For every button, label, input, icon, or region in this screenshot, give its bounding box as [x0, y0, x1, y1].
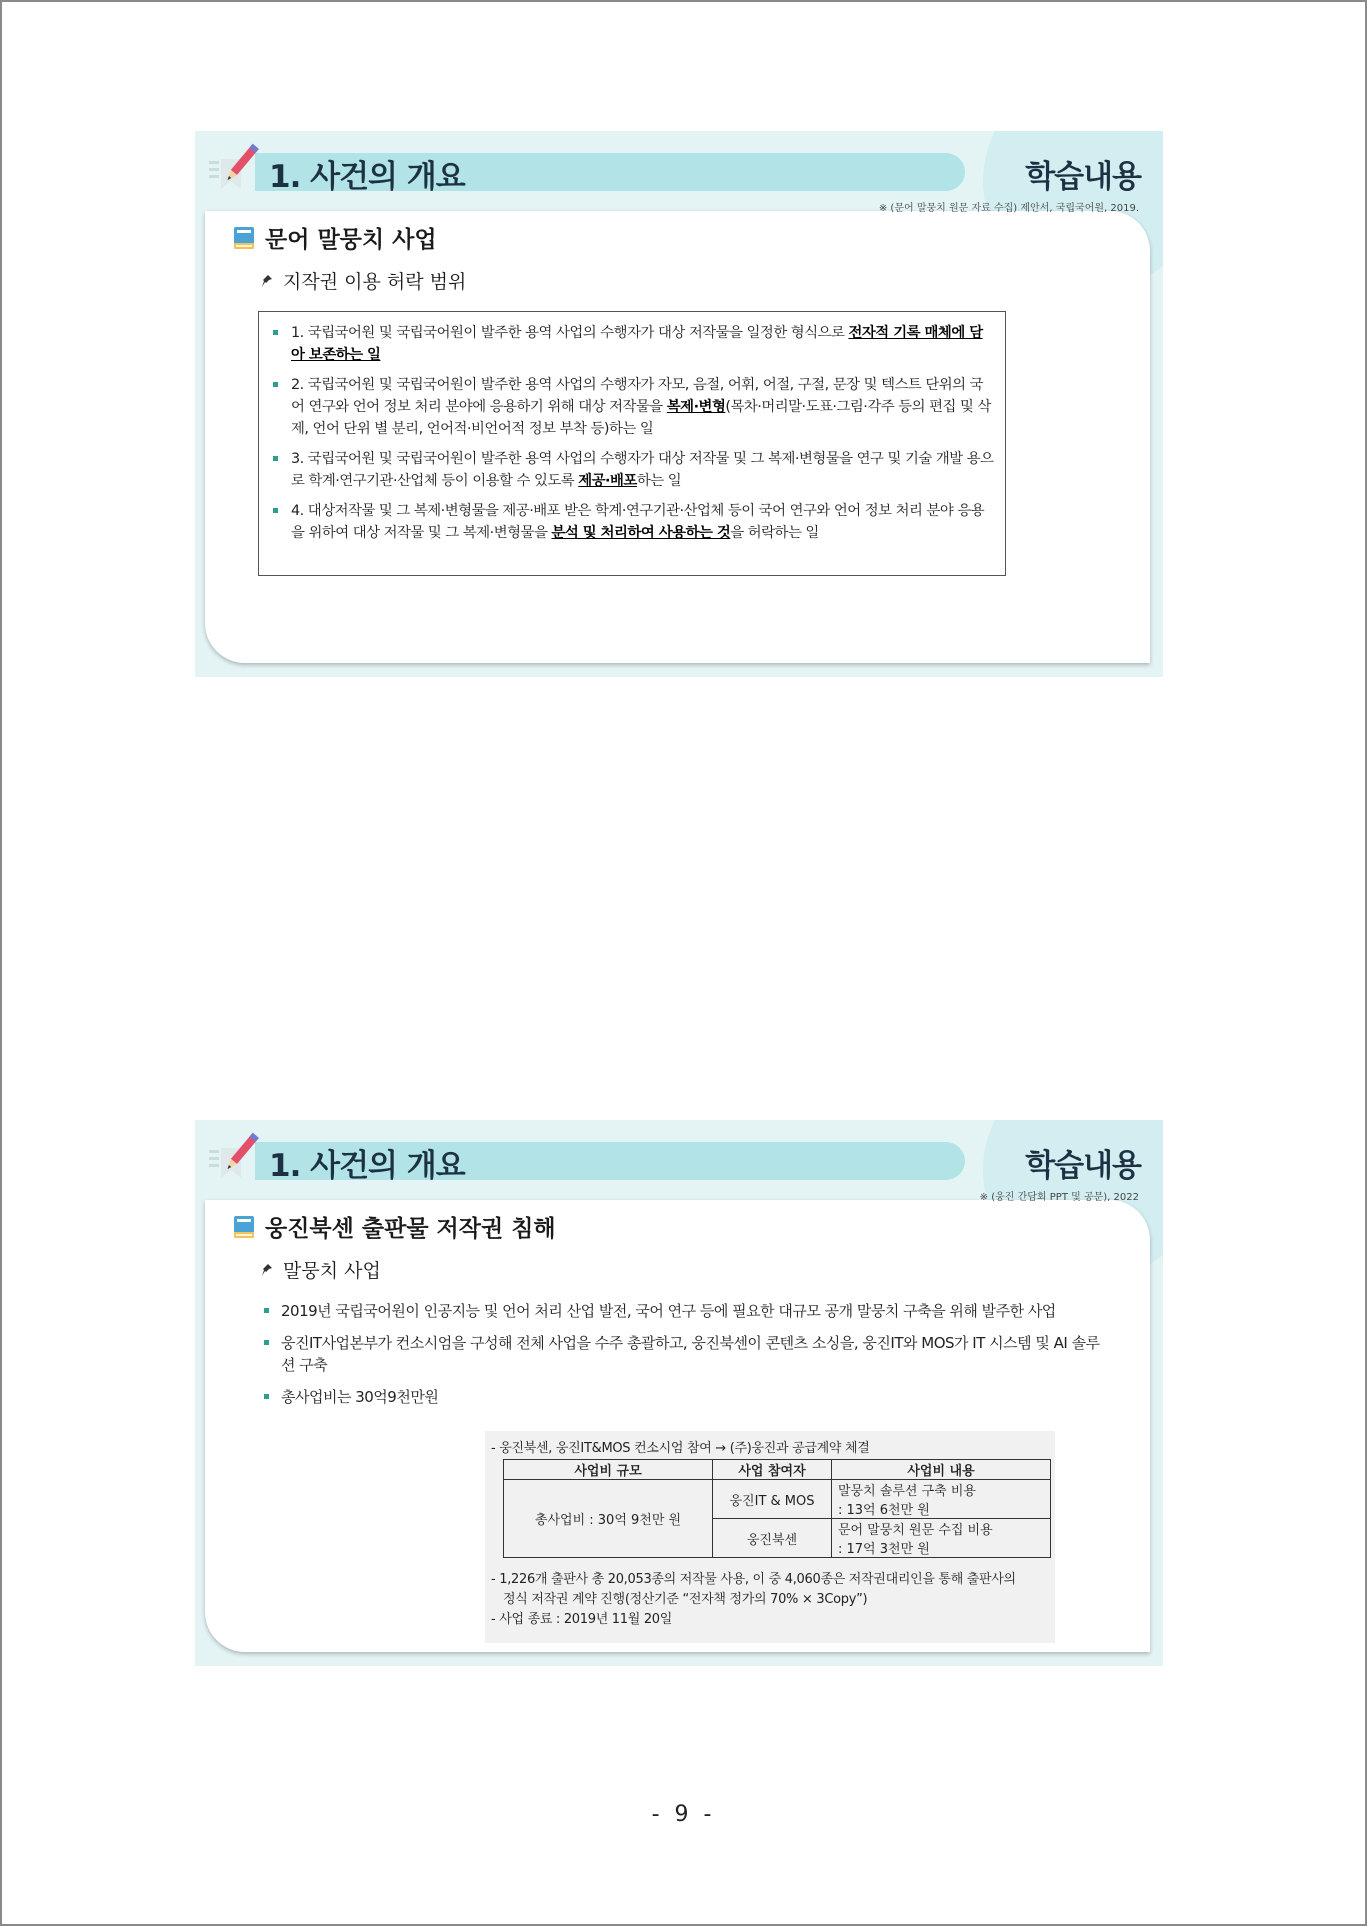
bullet-square-icon: [273, 330, 278, 335]
bullet-square-icon: [264, 1340, 269, 1345]
table-row: [504, 1480, 1051, 1519]
section-heading: [231, 1210, 556, 1243]
list-item: 2019년 국립국어원이 인공지능 및 언어 처리 산업 발전, 국어 연구 등에 필요한 대규모 공개 말뭉치 구축을 위해 발주한 사업: [261, 1300, 1101, 1322]
list-item: 1. 국립국어원 및 국립국어원이 발주한 용역 사업의 수행자가 대상 저작물을 일정한 형식으로 전자적 기록 매체에 담아 보존하는 일: [269, 322, 995, 366]
pencil-icon: [223, 139, 259, 189]
sub-heading: [261, 267, 466, 294]
book-icon: [231, 1214, 257, 1240]
pin-icon: [261, 1263, 273, 1277]
sub-heading-text: 말뭉치 사업: [283, 1260, 381, 1282]
bullet-square-icon: [273, 456, 278, 461]
bullet-square-icon: [273, 508, 278, 513]
source-note: ※ (문어 말뭉치 원문 자료 수집) 제안서, 국립국어원, 2019.: [878, 203, 1139, 214]
bullet-square-icon: [264, 1308, 269, 1313]
heading-text: 문어 말뭉치 사업: [265, 227, 437, 253]
participant-cell: 웅진IT & MOS: [713, 1480, 832, 1519]
content-cell: 말뭉치 솔루션 구축 비용 : 13억 6천만 원: [832, 1480, 1051, 1519]
pencil-icon: [223, 1128, 259, 1178]
section-heading: [231, 221, 437, 254]
list-item: 2. 국립국어원 및 국립국어원이 발주한 용역 사업의 수행자가 자모, 음절, 어휘, 어절, 구절, 문장 및 텍스트 단위의 국어 연구와 언어 정보 처리 분야에 응용하기 위해 대상 저작물을 복제·변형(목차·머리말·도표·그림·각주 등의 편집 및 삭제, 언어 단위 별 분리, 언어적·비언어적 정보 부착 등)하는 일: [269, 374, 995, 440]
note-line: 정식 저작권 계약 진행(정산기준 “전자책 정가의 70% × 3Copy”): [503, 1592, 868, 1607]
section-label: 학습내용: [1025, 1148, 1141, 1184]
slide-2: [195, 1120, 1163, 1666]
table-header-row: [504, 1460, 1051, 1480]
sub-heading-text: 지작권 이용 허락 범위: [283, 271, 467, 293]
slide-1: [195, 131, 1163, 677]
total-budget-cell: 총사업비 : 30억 9천만 원: [504, 1480, 713, 1558]
heading-text: 웅진북센 출판물 저작권 침해: [265, 1216, 556, 1242]
column-header: 사업비 규모: [504, 1460, 713, 1480]
participant-cell: 웅진북센: [713, 1519, 832, 1558]
budget-table: [503, 1459, 1051, 1558]
slide-title: 1. 사건의 개요: [269, 159, 465, 195]
corpus-project-list: [261, 1300, 1101, 1418]
bullet-square-icon: [273, 382, 278, 387]
section-label: 학습내용: [1025, 159, 1141, 195]
column-header: 사업 참여자: [713, 1460, 832, 1480]
contract-detail-panel: [485, 1431, 1055, 1643]
slide-title: 1. 사건의 개요: [269, 1148, 465, 1184]
permission-scope-box: [258, 311, 1006, 576]
sub-heading: [261, 1256, 381, 1283]
list-item: 4. 대상저작물 및 그 복제·변형물을 제공·배포 받은 학계·연구기관·산업체 등이 국어 연구와 언어 정보 처리 분야 응용을 위하여 대상 저작물 및 그 복제·변형물을 분석 및 처리하여 사용하는 것을 허락하는 일: [269, 500, 995, 544]
page-number: - 9 -: [651, 1802, 716, 1827]
book-icon: [231, 225, 257, 251]
list-item: 3. 국립국어원 및 국립국어원이 발주한 용역 사업의 수행자가 대상 저작물 및 그 복제·변형물을 연구 및 기술 개발 용으로 학계·연구기관·산업체 등이 이용할 수 있도록 제공·배포하는 일: [269, 448, 995, 492]
content-cell: 문어 말뭉치 원문 수집 비용 : 17억 3천만 원: [832, 1519, 1051, 1558]
list-item: 총사업비는 30억9천만원: [261, 1386, 1101, 1408]
bullet-square-icon: [264, 1394, 269, 1399]
column-header: 사업비 내용: [832, 1460, 1051, 1480]
source-note: ※ (웅진 간담회 PPT 및 공문), 2022: [979, 1192, 1139, 1203]
note-line: - 1,226개 출판사 총 20,053종의 저작물 사용, 이 중 4,060종은 저작권대리인을 통해 출판사의: [491, 1572, 1016, 1587]
panel-notes: [491, 1570, 1016, 1630]
note-line: - 사업 종료 : 2019년 11월 20일: [491, 1612, 673, 1627]
pin-icon: [261, 274, 273, 288]
list-item: 웅진IT사업본부가 컨소시엄을 구성해 전체 사업을 수주 총괄하고, 웅진북센이 콘텐츠 소싱을, 웅진IT와 MOS가 IT 시스템 및 AI 솔루션 구축: [261, 1332, 1101, 1376]
consortium-line: - 웅진북센, 웅진IT&MOS 컨소시엄 참여 → (주)웅진과 공급계약 체결: [491, 1441, 870, 1456]
